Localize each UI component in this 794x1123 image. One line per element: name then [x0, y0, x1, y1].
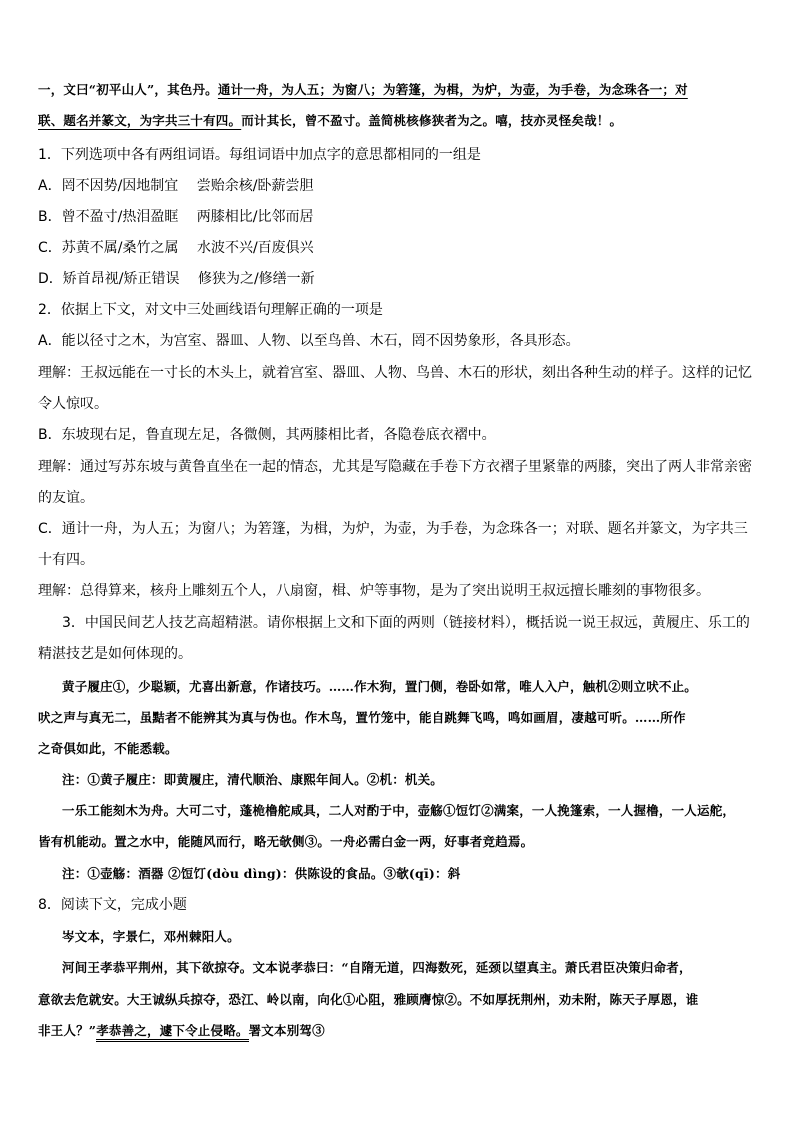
passage-line-1-plain: 一，文曰“初平山人”，其色丹。 [38, 82, 218, 97]
material-1-note: 注：①黄子履庄：即黄履庄，清代顺治、康熙年间人。②机：机关。 [62, 772, 444, 787]
material-2-note: 注：①壶觞：酒器 ②饾饤(dòu dìng)：供陈设的食品。③欹(qī)：斜 [62, 866, 461, 881]
question-2-option-a-explanation-cont: 令人惊叹。 [38, 396, 108, 412]
passage-line-2-plain: 而计其长，曾不盈寸。盖简桃核修狭者为之。嘻，技亦灵怪矣哉！。 [241, 113, 623, 128]
question-2-option-c-explanation: 理解：总得算来，核舟上雕刻五个人，八扇窗，楫、炉等事物，是为了突出说明王叔远擅长雕刻的事物很多。 [38, 583, 710, 599]
question-3-stem-cont: 精湛技艺是如何体现的。 [38, 646, 192, 662]
question-2-option-a-explanation: 理解：王叔远能在一寸长的木头上，就着宫室、器皿、人物、鸟兽、木石的形状，刻出各种生动的样子。这样的记忆 [38, 365, 752, 381]
underlined-sentence-3-part1: 通计一舟，为人五；为窗八；为箬篷，为楫，为炉，为壶，为手卷，为念珠各一；对 [217, 82, 688, 97]
question-2-stem: 2．依据上下文，对文中三处画线语句理解正确的一项是 [38, 302, 383, 318]
reading-passage-line-2: 河间王孝恭平荆州，其下欲掠夺。文本说孝恭曰：“自隋无道，四海数死，延颈以望真主。萧氏君臣决策归命者， [62, 960, 692, 975]
material-1-line-1: 黄子履庄①，少聪颖，尤喜出新意，作诸技巧。……作木狗，置门侧，卷卧如常，唯人入户，触机②则立吠不止。 [62, 679, 698, 694]
material-1-line-3: 之奇俱如此，不能悉载。 [38, 741, 178, 756]
double-underlined-sentence: 孝恭善之，遽下令止侵略。 [96, 1023, 248, 1042]
question-1-option-b: B．曾不盈寸/热泪盈眶 两膝相比/比邻而居 [38, 209, 314, 225]
question-2-option-b: B．东坡现右足，鲁直现左足，各微侧，其两膝相比者，各隐卷底衣褶中。 [38, 427, 496, 443]
question-2-option-a: A．能以径寸之木，为宫室、器皿、人物、以至鸟兽、木石，罔不因势象形，各具形态。 [38, 333, 580, 349]
material-2-line-1: 一乐工能刻木为舟。大可二寸，蓬桅橹舵咸具，二人对酌于中，壶觞①饾饤②满案，一人挽篷索，一人握橹，一人运舵， [62, 803, 736, 818]
question-1-option-d: D．矫首昂视/矫正错误 修狭为之/修缮一新 [38, 271, 315, 287]
reading-passage-line-4-start: 非王人？” [38, 1023, 97, 1038]
underlined-sentence-3-part2: 联、题名并篆文，为字共三十有四。 [38, 113, 242, 128]
question-1-option-a: A．罔不因势/因地制宜 尝贻余核/卧薪尝胆 [38, 178, 314, 194]
question-2-option-c: C．通计一舟，为人五；为窗八；为箬篷，为楫，为炉，为壶，为手卷，为念珠各一；对联、题名并篆文，为字共三 [38, 521, 748, 537]
passage-line-2 [38, 111, 622, 131]
question-1-option-c: C．苏黄不属/桑竹之属 水波不兴/百废俱兴 [38, 240, 314, 256]
question-8-stem: 8．阅读下文，完成小题 [38, 897, 187, 913]
reading-passage-line-4 [38, 1021, 325, 1041]
reading-passage-line-3: 意欲去危就安。大王诚纵兵掠夺，恐江、岭以南，向化①心阻，雅顾膺惊②。不如厚抚荆州，劝未附，陈天子厚恩，谁 [38, 992, 699, 1007]
reading-passage-line-4-end: 署文本别驾③ [248, 1023, 325, 1038]
question-2-option-b-explanation-cont: 的友谊。 [38, 490, 94, 506]
question-2-option-c-cont: 十有四。 [38, 552, 94, 568]
material-2-line-2: 皆有机能动。置之水中，能随风而行，略无欹侧③。一舟必需白金一两，好事者竞趋焉。 [38, 834, 534, 849]
question-2-option-b-explanation: 理解：通过写苏东坡与黄鲁直坐在一起的情态，尤其是写隐藏在手卷下方衣褶子里紧靠的两膝，突出了两人非常亲密 [38, 459, 752, 475]
passage-line-1 [38, 80, 688, 100]
question-3-stem: 3．中国民间艺人技艺高超精湛。请你根据上文和下面的两则（链接材料），概括说一说王叔远，黄履庄、乐工的 [62, 615, 750, 631]
reading-passage-line-1: 岑文本，字景仁，邓州棘阳人。 [62, 929, 240, 944]
question-1-stem: 1．下列选项中各有两组词语。每组词语中加点字的意思都相同的一组是 [38, 147, 481, 163]
material-1-line-2: 吠之声与真无二，虽黠者不能辨其为真与伪也。作木鸟，置竹笼中，能自跳舞飞鸣，鸣如画眉，凄越可听。……所作 [38, 710, 686, 725]
